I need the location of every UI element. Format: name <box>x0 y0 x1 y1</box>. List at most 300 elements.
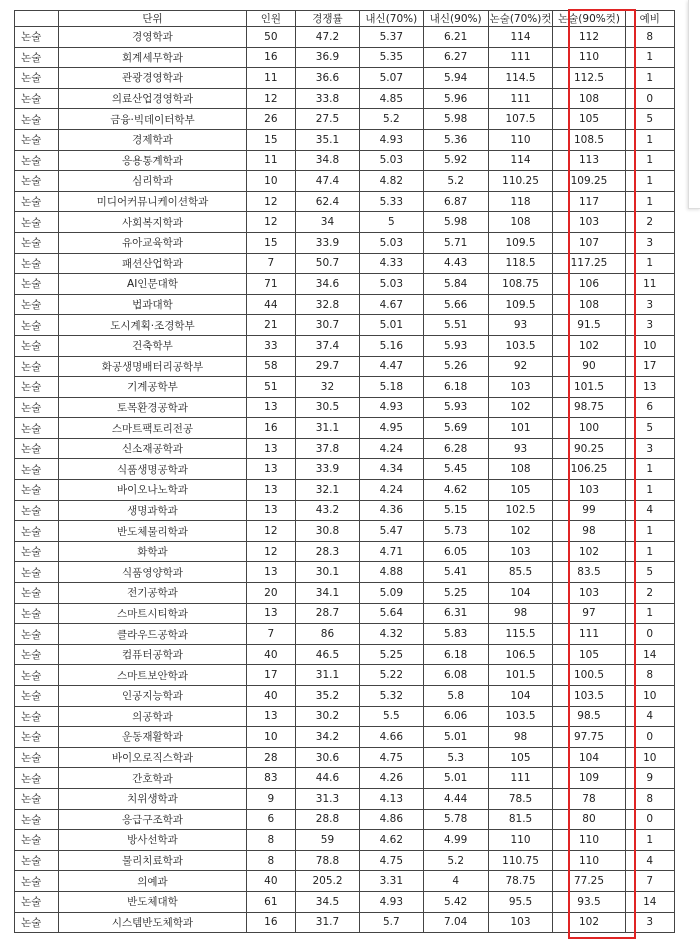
cell-essay90: 108 <box>553 294 625 315</box>
cell-essay90: 90.25 <box>553 438 625 459</box>
cell-type: 논술 <box>15 871 59 892</box>
cell-rate: 29.7 <box>296 356 360 377</box>
cell-essay70: 102 <box>488 521 553 542</box>
cell-essay90: 93.5 <box>553 891 625 912</box>
cell-enroll: 71 <box>246 274 295 295</box>
cell-essay90: 102 <box>553 912 625 933</box>
cell-grade70: 5.33 <box>359 191 423 212</box>
cell-enroll: 58 <box>246 356 295 377</box>
cell-dept: 건축학부 <box>59 335 246 356</box>
cell-grade90: 5.51 <box>423 315 488 336</box>
cell-grade70: 4.66 <box>359 727 423 748</box>
cell-grade90: 5.01 <box>423 768 488 789</box>
cell-dept: 의예과 <box>59 871 246 892</box>
cell-grade90: 6.06 <box>423 706 488 727</box>
cell-reserve: 1 <box>625 459 674 480</box>
table-row <box>15 47 675 68</box>
cell-essay70: 102 <box>488 397 553 418</box>
cell-type: 논술 <box>15 150 59 171</box>
cell-reserve: 5 <box>625 418 674 439</box>
cell-type: 논술 <box>15 891 59 912</box>
cell-reserve: 1 <box>625 521 674 542</box>
cell-enroll: 8 <box>246 850 295 871</box>
cell-essay70: 93 <box>488 315 553 336</box>
cell-essay90: 98.5 <box>553 706 625 727</box>
cell-grade90: 5.94 <box>423 68 488 89</box>
cell-essay70: 111 <box>488 768 553 789</box>
table-row <box>15 541 675 562</box>
cell-essay90: 113 <box>553 150 625 171</box>
cell-rate: 33.8 <box>296 88 360 109</box>
cell-grade70: 5.09 <box>359 583 423 604</box>
cell-type: 논술 <box>15 686 59 707</box>
cell-rate: 30.1 <box>296 562 360 583</box>
cell-grade90: 4.99 <box>423 830 488 851</box>
cell-dept: 간호학과 <box>59 768 246 789</box>
cell-grade90: 6.21 <box>423 27 488 48</box>
cell-essay90: 117.25 <box>553 253 625 274</box>
cell-rate: 47.4 <box>296 171 360 192</box>
cell-type: 논술 <box>15 253 59 274</box>
cell-rate: 36.6 <box>296 68 360 89</box>
cell-reserve: 3 <box>625 315 674 336</box>
cell-type: 논술 <box>15 788 59 809</box>
cell-reserve: 1 <box>625 830 674 851</box>
cell-reserve: 4 <box>625 706 674 727</box>
cell-type: 논술 <box>15 438 59 459</box>
cell-grade70: 5.03 <box>359 232 423 253</box>
cell-essay70: 81.5 <box>488 809 553 830</box>
cell-grade70: 4.95 <box>359 418 423 439</box>
cell-grade90: 5.93 <box>423 335 488 356</box>
table-row <box>15 68 675 89</box>
cell-enroll: 50 <box>246 27 295 48</box>
cell-dept: 인공지능학과 <box>59 686 246 707</box>
cell-dept: 바이오나노학과 <box>59 480 246 501</box>
cell-grade90: 5.2 <box>423 171 488 192</box>
cell-rate: 34.2 <box>296 727 360 748</box>
table-row <box>15 686 675 707</box>
cell-rate: 47.2 <box>296 27 360 48</box>
cell-essay90: 104 <box>553 747 625 768</box>
cell-rate: 31.1 <box>296 418 360 439</box>
cell-rate: 35.1 <box>296 129 360 150</box>
cell-grade90: 7.04 <box>423 912 488 933</box>
cell-type: 논술 <box>15 47 59 68</box>
cell-dept: 도시계획·조경학부 <box>59 315 246 336</box>
cell-reserve: 1 <box>625 68 674 89</box>
cell-essay70: 78.5 <box>488 788 553 809</box>
cell-grade90: 5.26 <box>423 356 488 377</box>
cell-dept: 클라우드공학과 <box>59 624 246 645</box>
cell-essay70: 102.5 <box>488 500 553 521</box>
cell-rate: 30.2 <box>296 706 360 727</box>
cell-reserve: 10 <box>625 747 674 768</box>
cell-enroll: 16 <box>246 912 295 933</box>
table-row <box>15 891 675 912</box>
cell-enroll: 40 <box>246 644 295 665</box>
cell-grade90: 5.98 <box>423 212 488 233</box>
cell-essay90: 106 <box>553 274 625 295</box>
cell-type: 논술 <box>15 232 59 253</box>
cell-grade90: 5.78 <box>423 809 488 830</box>
cell-reserve: 11 <box>625 274 674 295</box>
cell-essay70: 108.75 <box>488 274 553 295</box>
cell-grade90: 4.62 <box>423 480 488 501</box>
table-row <box>15 356 675 377</box>
cell-essay70: 104 <box>488 686 553 707</box>
cell-dept: 바이오로직스학과 <box>59 747 246 768</box>
header-dept: 단위 <box>59 11 246 27</box>
cell-type: 논술 <box>15 129 59 150</box>
cell-grade70: 5.03 <box>359 274 423 295</box>
cell-grade90: 5.8 <box>423 686 488 707</box>
table-row <box>15 809 675 830</box>
cell-enroll: 13 <box>246 480 295 501</box>
cell-dept: 토목환경공학과 <box>59 397 246 418</box>
cell-reserve: 2 <box>625 212 674 233</box>
cell-rate: 32 <box>296 377 360 398</box>
admissions-table <box>14 10 675 933</box>
cell-grade90: 5.45 <box>423 459 488 480</box>
cell-type: 논술 <box>15 335 59 356</box>
table-row <box>15 171 675 192</box>
cell-reserve: 1 <box>625 129 674 150</box>
cell-grade70: 5.32 <box>359 686 423 707</box>
cell-grade90: 5.36 <box>423 129 488 150</box>
cell-rate: 32.1 <box>296 480 360 501</box>
cell-type: 논술 <box>15 706 59 727</box>
cell-grade70: 4.33 <box>359 253 423 274</box>
cell-reserve: 4 <box>625 850 674 871</box>
cell-reserve: 2 <box>625 583 674 604</box>
cell-enroll: 12 <box>246 541 295 562</box>
cell-type: 논술 <box>15 315 59 336</box>
cell-reserve: 3 <box>625 232 674 253</box>
cell-dept: 컴퓨터공학과 <box>59 644 246 665</box>
cell-essay90: 80 <box>553 809 625 830</box>
cell-rate: 28.7 <box>296 603 360 624</box>
cell-dept: 치위생학과 <box>59 788 246 809</box>
cell-rate: 27.5 <box>296 109 360 130</box>
cell-essay90: 111 <box>553 624 625 645</box>
cell-enroll: 13 <box>246 706 295 727</box>
cell-dept: AI인문대학 <box>59 274 246 295</box>
table-row <box>15 603 675 624</box>
cell-dept: 금융·빅데이터학부 <box>59 109 246 130</box>
cell-grade90: 6.18 <box>423 644 488 665</box>
cell-essay70: 107.5 <box>488 109 553 130</box>
cell-essay70: 98 <box>488 727 553 748</box>
cell-grade90: 5.69 <box>423 418 488 439</box>
cell-reserve: 1 <box>625 603 674 624</box>
cell-essay70: 114 <box>488 27 553 48</box>
cell-type: 논술 <box>15 27 59 48</box>
cell-dept: 사회복지학과 <box>59 212 246 233</box>
cell-grade90: 5.66 <box>423 294 488 315</box>
cell-enroll: 10 <box>246 727 295 748</box>
header-rate: 경쟁률 <box>296 11 360 27</box>
cell-essay70: 105 <box>488 747 553 768</box>
table-row <box>15 665 675 686</box>
cell-essay70: 111 <box>488 47 553 68</box>
cell-enroll: 12 <box>246 212 295 233</box>
cell-grade90: 4.43 <box>423 253 488 274</box>
cell-grade90: 6.08 <box>423 665 488 686</box>
cell-grade90: 5.25 <box>423 583 488 604</box>
cell-grade70: 5.03 <box>359 150 423 171</box>
cell-grade70: 4.32 <box>359 624 423 645</box>
cell-essay90: 77.25 <box>553 871 625 892</box>
cell-enroll: 15 <box>246 129 295 150</box>
cell-enroll: 26 <box>246 109 295 130</box>
cell-type: 논술 <box>15 294 59 315</box>
cell-type: 논술 <box>15 377 59 398</box>
cell-rate: 33.9 <box>296 232 360 253</box>
cell-dept: 반도체대학 <box>59 891 246 912</box>
cell-reserve: 1 <box>625 253 674 274</box>
table-row <box>15 644 675 665</box>
table-row <box>15 480 675 501</box>
cell-essay70: 114.5 <box>488 68 553 89</box>
cell-essay90: 101.5 <box>553 377 625 398</box>
cell-essay90: 97.75 <box>553 727 625 748</box>
cell-grade90: 5.15 <box>423 500 488 521</box>
cell-essay70: 110.25 <box>488 171 553 192</box>
cell-dept: 스마트시티학과 <box>59 603 246 624</box>
cell-reserve: 0 <box>625 624 674 645</box>
table-row <box>15 788 675 809</box>
cell-grade90: 5.83 <box>423 624 488 645</box>
cell-reserve: 7 <box>625 871 674 892</box>
cell-essay70: 101 <box>488 418 553 439</box>
cell-essay70: 110.75 <box>488 850 553 871</box>
cell-dept: 식품영양학과 <box>59 562 246 583</box>
cell-grade70: 3.31 <box>359 871 423 892</box>
table-row <box>15 109 675 130</box>
cell-dept: 스마트팩토리전공 <box>59 418 246 439</box>
cell-essay70: 111 <box>488 88 553 109</box>
cell-essay90: 110 <box>553 47 625 68</box>
cell-reserve: 1 <box>625 171 674 192</box>
cell-dept: 기계공학부 <box>59 377 246 398</box>
cell-type: 논술 <box>15 830 59 851</box>
cell-dept: 반도체물리학과 <box>59 521 246 542</box>
cell-essay70: 95.5 <box>488 891 553 912</box>
cell-type: 논술 <box>15 603 59 624</box>
cell-enroll: 28 <box>246 747 295 768</box>
cell-grade70: 4.75 <box>359 850 423 871</box>
cell-grade70: 4.62 <box>359 830 423 851</box>
table-row <box>15 232 675 253</box>
cell-reserve: 1 <box>625 47 674 68</box>
cell-reserve: 14 <box>625 644 674 665</box>
cell-essay90: 102 <box>553 541 625 562</box>
table-row <box>15 335 675 356</box>
header-reserve: 예비 <box>625 11 674 27</box>
cell-rate: 30.5 <box>296 397 360 418</box>
admissions-table-container <box>14 10 675 933</box>
cell-dept: 식품생명공학과 <box>59 459 246 480</box>
cell-reserve: 4 <box>625 500 674 521</box>
cell-essay90: 78 <box>553 788 625 809</box>
header-essay90: 논술(90%컷) <box>553 11 625 27</box>
cell-dept: 물리치료학과 <box>59 850 246 871</box>
cell-enroll: 16 <box>246 418 295 439</box>
table-row <box>15 377 675 398</box>
cell-grade70: 4.86 <box>359 809 423 830</box>
cell-essay90: 99 <box>553 500 625 521</box>
cell-rate: 86 <box>296 624 360 645</box>
cell-type: 논술 <box>15 541 59 562</box>
cell-grade70: 4.75 <box>359 747 423 768</box>
cell-dept: 화학과 <box>59 541 246 562</box>
table-row <box>15 253 675 274</box>
cell-essay90: 83.5 <box>553 562 625 583</box>
cell-rate: 34 <box>296 212 360 233</box>
table-row <box>15 191 675 212</box>
cell-enroll: 16 <box>246 47 295 68</box>
cell-grade70: 5.37 <box>359 27 423 48</box>
cell-essay90: 103 <box>553 212 625 233</box>
cell-reserve: 10 <box>625 335 674 356</box>
cell-type: 논술 <box>15 68 59 89</box>
cell-grade90: 5.01 <box>423 727 488 748</box>
cell-essay70: 103 <box>488 377 553 398</box>
cell-reserve: 5 <box>625 109 674 130</box>
table-row <box>15 294 675 315</box>
cell-dept: 의공학과 <box>59 706 246 727</box>
cell-reserve: 1 <box>625 480 674 501</box>
cell-dept: 스마트보안학과 <box>59 665 246 686</box>
cell-grade90: 6.05 <box>423 541 488 562</box>
cell-rate: 43.2 <box>296 500 360 521</box>
cell-grade70: 5.16 <box>359 335 423 356</box>
cell-grade70: 4.82 <box>359 171 423 192</box>
cell-essay70: 92 <box>488 356 553 377</box>
cell-grade90: 6.87 <box>423 191 488 212</box>
table-row <box>15 850 675 871</box>
table-row <box>15 912 675 933</box>
cell-essay90: 107 <box>553 232 625 253</box>
cell-grade70: 5.07 <box>359 68 423 89</box>
cell-essay90: 117 <box>553 191 625 212</box>
cell-reserve: 1 <box>625 541 674 562</box>
cell-grade70: 4.88 <box>359 562 423 583</box>
cell-dept: 심리학과 <box>59 171 246 192</box>
cell-essay90: 100 <box>553 418 625 439</box>
cell-type: 논술 <box>15 459 59 480</box>
cell-dept: 응급구조학과 <box>59 809 246 830</box>
cell-essay90: 105 <box>553 644 625 665</box>
side-panel-edge <box>688 0 700 209</box>
cell-type: 논술 <box>15 521 59 542</box>
cell-rate: 30.8 <box>296 521 360 542</box>
cell-essay70: 114 <box>488 150 553 171</box>
cell-rate: 28.3 <box>296 541 360 562</box>
cell-grade90: 5.42 <box>423 891 488 912</box>
cell-essay90: 97 <box>553 603 625 624</box>
cell-dept: 미디어커뮤니케이션학과 <box>59 191 246 212</box>
cell-grade90: 6.28 <box>423 438 488 459</box>
cell-grade70: 4.85 <box>359 88 423 109</box>
cell-grade90: 5.41 <box>423 562 488 583</box>
cell-rate: 50.7 <box>296 253 360 274</box>
cell-essay70: 110 <box>488 830 553 851</box>
cell-rate: 46.5 <box>296 644 360 665</box>
cell-reserve: 0 <box>625 727 674 748</box>
cell-rate: 59 <box>296 830 360 851</box>
cell-grade90: 5.73 <box>423 521 488 542</box>
table-row <box>15 315 675 336</box>
cell-essay90: 112.5 <box>553 68 625 89</box>
cell-type: 논술 <box>15 171 59 192</box>
cell-rate: 34.1 <box>296 583 360 604</box>
cell-essay70: 93 <box>488 438 553 459</box>
cell-reserve: 3 <box>625 438 674 459</box>
cell-grade70: 4.24 <box>359 438 423 459</box>
cell-reserve: 1 <box>625 150 674 171</box>
cell-essay90: 103.5 <box>553 686 625 707</box>
cell-reserve: 0 <box>625 88 674 109</box>
cell-essay90: 110 <box>553 830 625 851</box>
table-row <box>15 129 675 150</box>
cell-type: 논술 <box>15 583 59 604</box>
table-row <box>15 747 675 768</box>
cell-enroll: 20 <box>246 583 295 604</box>
cell-type: 논술 <box>15 624 59 645</box>
cell-grade90: 4 <box>423 871 488 892</box>
cell-dept: 회계세무학과 <box>59 47 246 68</box>
cell-essay70: 118 <box>488 191 553 212</box>
cell-dept: 경영학과 <box>59 27 246 48</box>
cell-essay90: 90 <box>553 356 625 377</box>
table-row <box>15 27 675 48</box>
cell-rate: 37.4 <box>296 335 360 356</box>
cell-essay90: 109.25 <box>553 171 625 192</box>
cell-type: 논술 <box>15 109 59 130</box>
cell-grade90: 5.92 <box>423 150 488 171</box>
cell-reserve: 5 <box>625 562 674 583</box>
cell-reserve: 8 <box>625 665 674 686</box>
cell-enroll: 13 <box>246 459 295 480</box>
cell-essay70: 108 <box>488 212 553 233</box>
cell-grade70: 4.26 <box>359 768 423 789</box>
cell-essay90: 103 <box>553 583 625 604</box>
cell-essay70: 103.5 <box>488 706 553 727</box>
cell-grade70: 5.2 <box>359 109 423 130</box>
cell-dept: 관광경영학과 <box>59 68 246 89</box>
cell-grade70: 5.5 <box>359 706 423 727</box>
header-type <box>15 11 59 27</box>
cell-enroll: 13 <box>246 562 295 583</box>
cell-essay90: 108 <box>553 88 625 109</box>
cell-essay90: 91.5 <box>553 315 625 336</box>
cell-reserve: 14 <box>625 891 674 912</box>
cell-rate: 30.7 <box>296 315 360 336</box>
cell-grade70: 4.93 <box>359 129 423 150</box>
cell-type: 논술 <box>15 480 59 501</box>
header-grade70: 내신(70%) <box>359 11 423 27</box>
cell-type: 논술 <box>15 850 59 871</box>
cell-grade70: 4.34 <box>359 459 423 480</box>
cell-essay90: 109 <box>553 768 625 789</box>
cell-essay70: 110 <box>488 129 553 150</box>
cell-enroll: 40 <box>246 871 295 892</box>
table-row <box>15 274 675 295</box>
cell-type: 논술 <box>15 562 59 583</box>
cell-grade70: 4.93 <box>359 891 423 912</box>
